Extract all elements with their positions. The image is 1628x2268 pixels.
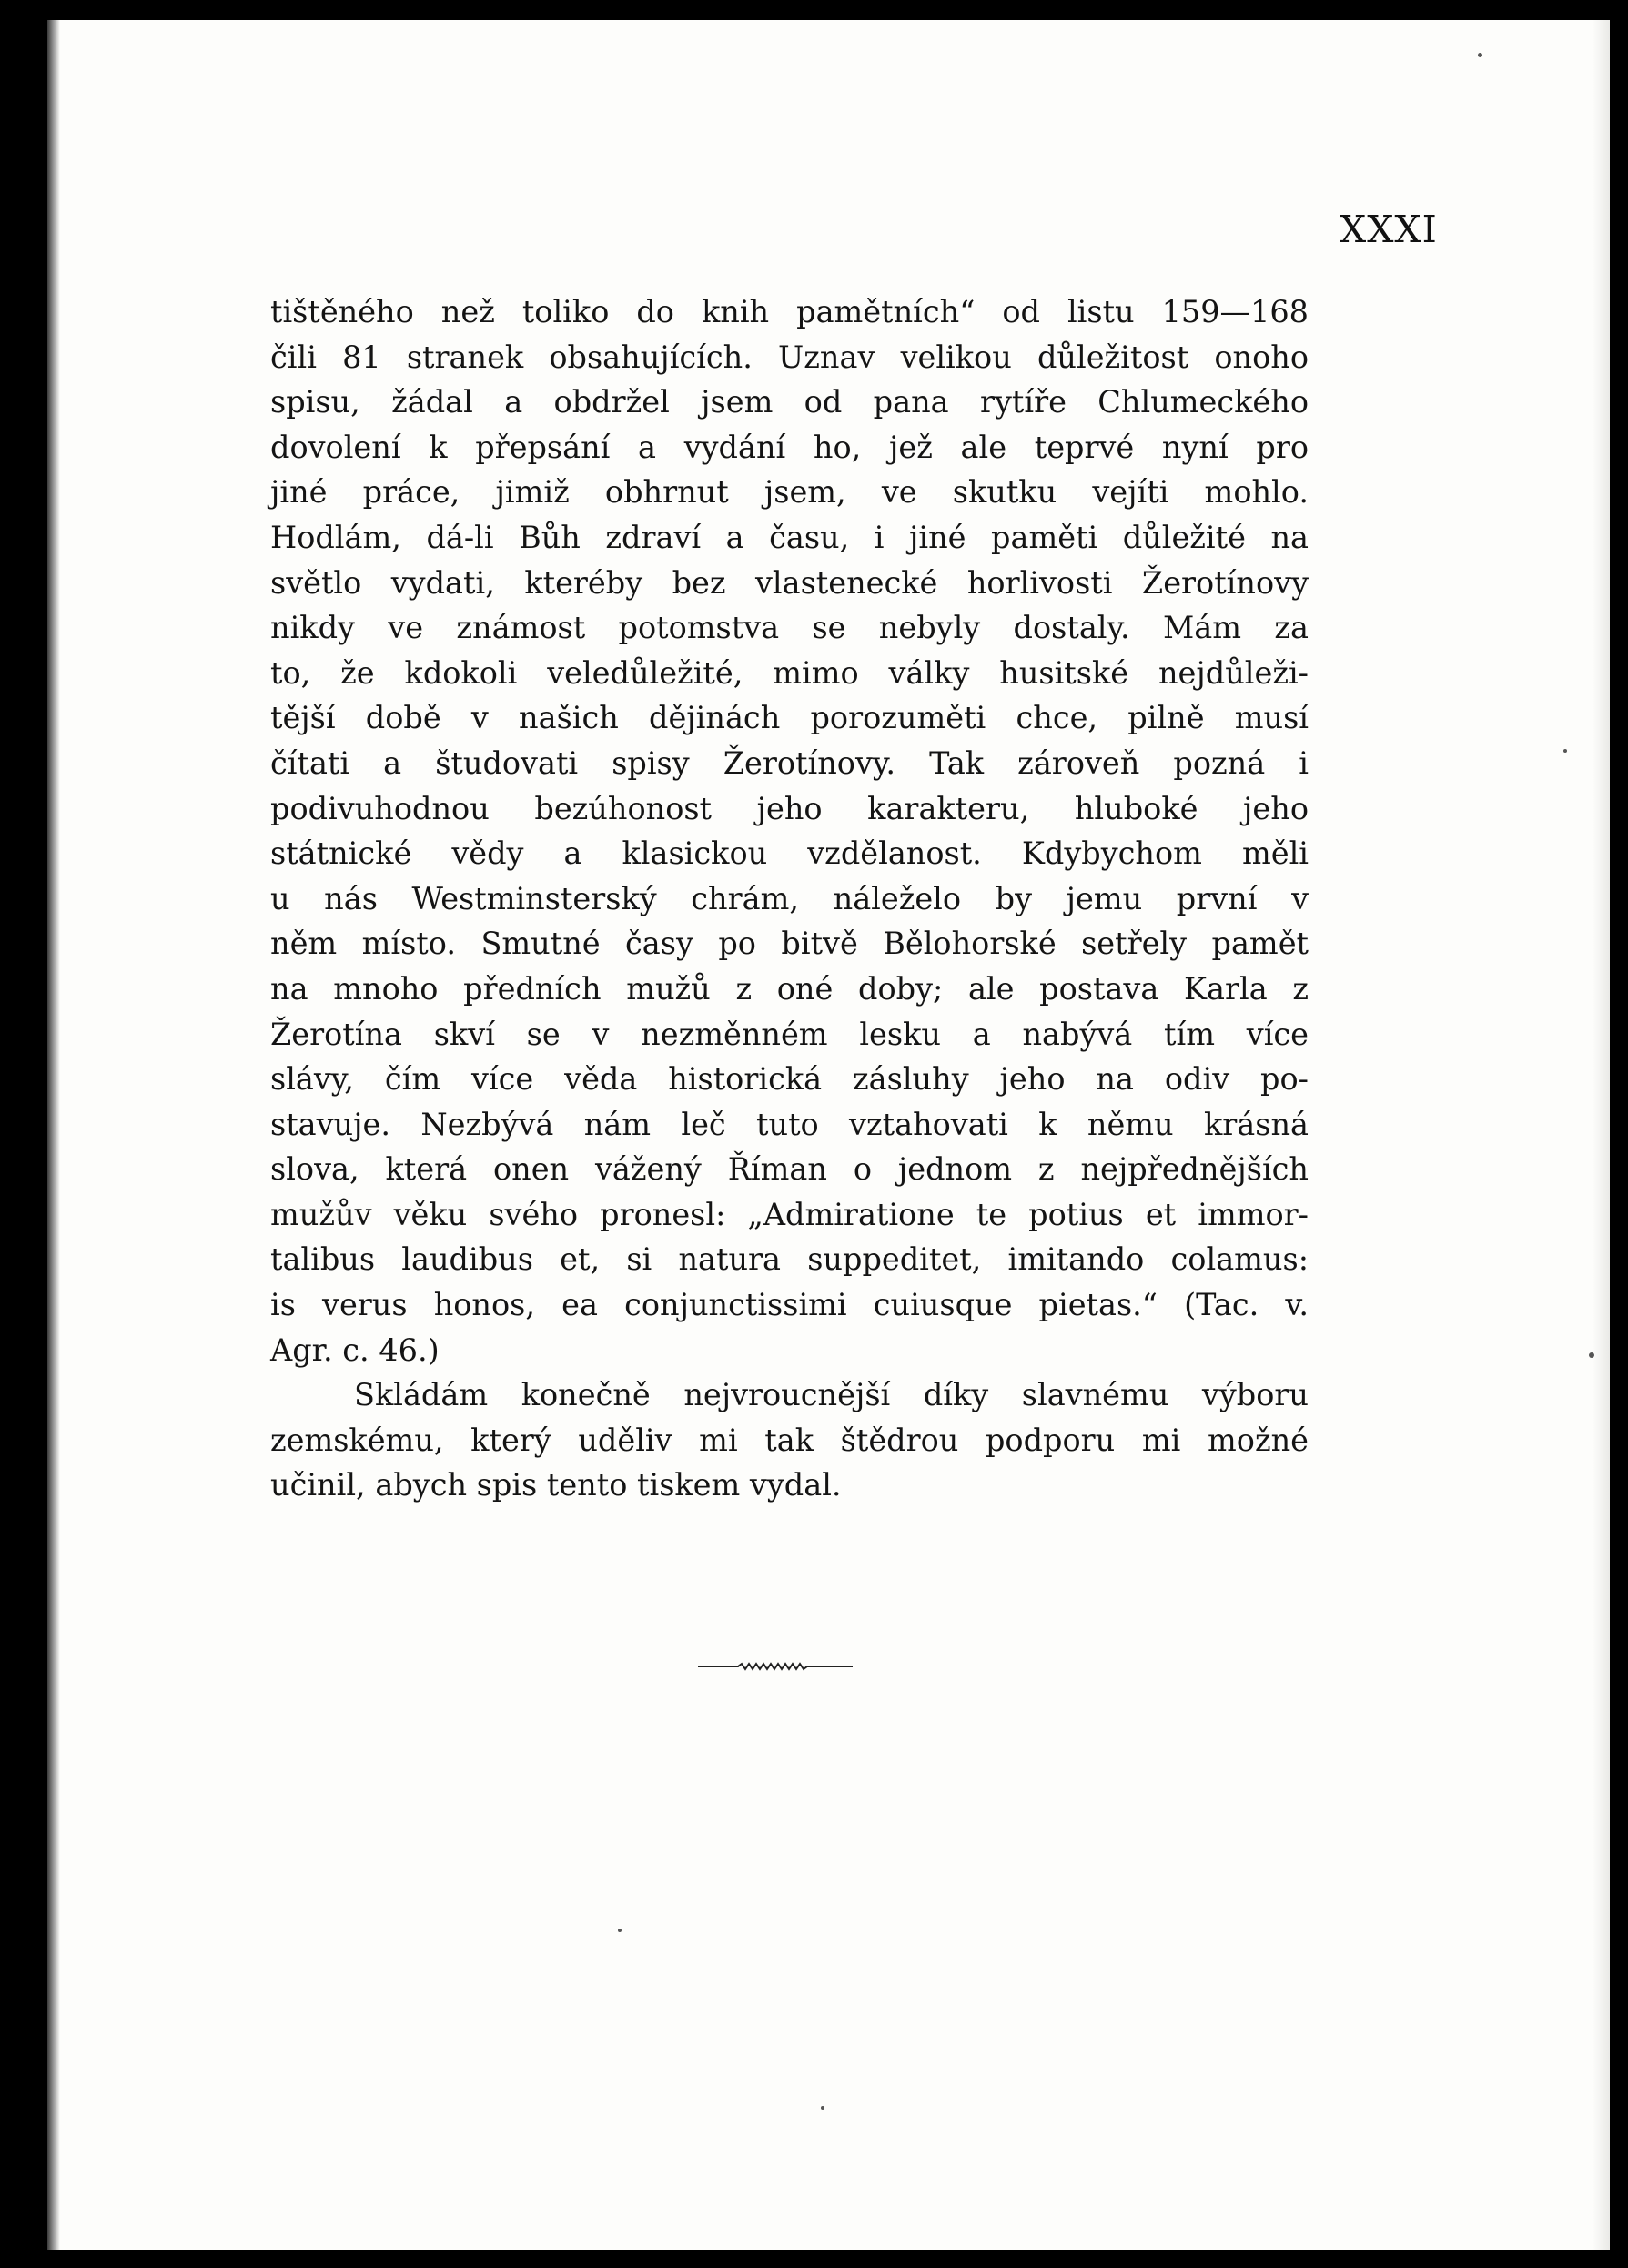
text-line: dovolení k přepsání a vydání ho, jež ale teprvé nyní pro xyxy=(270,429,1309,465)
text-line: světlo vydati, kteréby bez vlastenecké horlivosti Žerotínovy xyxy=(270,564,1309,601)
scan-speck xyxy=(618,1929,622,1932)
text-line: spisu, žádal a obdržel jsem od pana rytíře Chlumeckého xyxy=(270,384,1309,420)
scan-speck xyxy=(821,2106,824,2110)
text-line: Žerotína skví se v nezměnném lesku a nabývá tím více xyxy=(270,1016,1309,1052)
text-line: státnické vědy a klasickou vzdělanost. Kdybychom měli xyxy=(270,835,1309,872)
text-line: čili 81 stranek obsahujících. Uznav velikou důležitost onoho xyxy=(270,339,1309,375)
text-line: učinil, abych spis tento tiskem vydal. xyxy=(270,1467,842,1504)
text-line: zemskému, který uděliv mi tak štědrou podporu mi možné xyxy=(270,1422,1309,1458)
gutter-shadow xyxy=(47,20,60,2250)
scan-speck xyxy=(1563,749,1567,753)
text-line: Hodlám, dá-li Bůh zdraví a času, i jiné paměti důležité na xyxy=(270,519,1309,555)
text-line: slova, která onen vážený Říman o jednom z nejpřednějších xyxy=(270,1151,1309,1188)
text-line: u nás Westminsterský chrám, náleželo by jemu první v xyxy=(270,880,1309,916)
text-line: talibus laudibus et, si natura suppeditet, imitando colamus: xyxy=(270,1241,1309,1278)
text-line: nikdy ve známost potomstva se nebyly dostaly. Mám za xyxy=(270,610,1309,646)
text-line: is verus honos, ea conjunctissimi cuiusque pietas.“ (Tac. v. xyxy=(270,1287,1309,1323)
text-line: čítati a študovati spisy Žerotínovy. Tak zároveň pozná i xyxy=(270,744,1309,781)
text-line: stavuje. Nezbývá nám leč tuto vztahovati k němu krásná xyxy=(270,1106,1309,1142)
text-line: Agr. c. 46.) xyxy=(270,1331,440,1368)
text-line: slávy, čím více věda historická zásluhy jeho na odiv po- xyxy=(270,1061,1309,1098)
text-line: na mnoho předních mužů z oné doby; ale postava Karla z xyxy=(270,970,1309,1007)
text-line: podivuhodnou bezúhonost jeho karakteru, hluboké jeho xyxy=(270,790,1309,826)
ornament-divider xyxy=(696,1660,854,1673)
text-line: jiné práce, jimiž obhrnut jsem, ve skutku vejíti mohlo. xyxy=(270,474,1309,511)
text-line: to, že kdokoli veledůležité, mimo války husitské nejdůleži- xyxy=(270,654,1309,691)
page-edge xyxy=(1593,20,1610,2250)
text-line: mužův věku svého pronesl: „Admiratione te potius et immor- xyxy=(270,1196,1309,1232)
text-line: tištěného než toliko do knih pamětních“ od listu 159—168 xyxy=(270,294,1309,329)
text-line: něm místo. Smutné časy po bitvě Bělohorské setřely pamět xyxy=(270,926,1309,962)
page-number: XXXI xyxy=(1340,208,1438,251)
scan-speck xyxy=(1589,1352,1594,1358)
body-text xyxy=(270,289,1309,1508)
text-line: tější době v našich dějinách porozuměti chce, pilně musí xyxy=(270,700,1309,736)
scan-speck xyxy=(1478,53,1482,57)
text-line: Skládám konečně nejvroucnější díky slavnému výboru xyxy=(354,1377,1309,1413)
